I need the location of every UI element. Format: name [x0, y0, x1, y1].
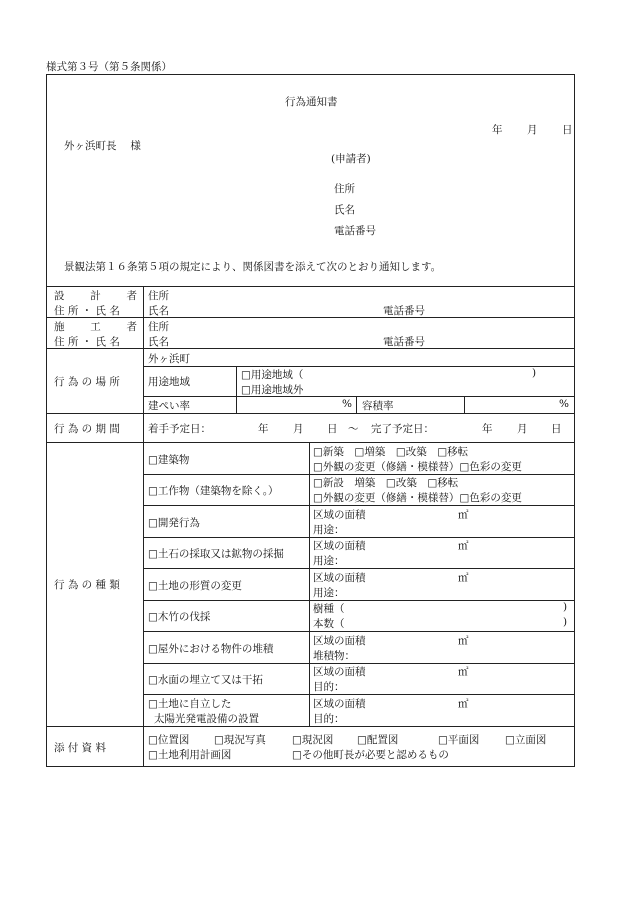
designer-phone: 電話番号	[383, 305, 425, 317]
applicant-label: (申請者)	[331, 153, 371, 165]
zone-in-close: )	[532, 367, 537, 379]
kind-land-alteration-d1: 区域の面積	[313, 572, 366, 584]
zone-out-checkbox[interactable]: □用途地域外	[241, 384, 304, 396]
attach-layout[interactable]: □配置図	[357, 734, 399, 746]
kind-solar-d1: 区域の面積	[313, 698, 366, 710]
date-month: 月	[527, 124, 538, 136]
kind-building-d2[interactable]: □外観の変更（修繕・模様替）□色彩の変更	[313, 461, 522, 473]
kind-reclamation-unit: ㎡	[458, 666, 469, 678]
kind-land-alteration-d2: 用途：	[313, 587, 345, 599]
attach-elevation[interactable]: □立面図	[505, 734, 547, 746]
kind-solar-line2: 太陽光発電設備の設置	[154, 713, 259, 725]
kind-logging-d1: 樹種（	[313, 603, 345, 615]
attach-plan[interactable]: □平面図	[438, 734, 480, 746]
period-y2: 年	[482, 423, 493, 435]
attach-current-map[interactable]: □現況図	[292, 734, 334, 746]
kind-quarry-d2: 用途：	[313, 555, 345, 567]
bcr-label: 建ぺい率	[148, 400, 190, 412]
kind-land-alteration[interactable]: □土地の形質の変更	[148, 580, 242, 592]
kind-solar[interactable]: □土地に自立した	[148, 698, 232, 710]
constructor-address: 住所	[148, 321, 169, 333]
kind-quarry-d1: 区域の面積	[313, 540, 366, 552]
period-y1: 年	[258, 423, 269, 435]
bcr-unit: %	[342, 398, 352, 410]
kind-logging-close1: )	[563, 601, 568, 613]
kind-quarry-unit: ㎡	[458, 540, 469, 552]
form-number: 様式第３号（第５条関係）	[46, 61, 172, 73]
applicant-phone: 電話番号	[334, 225, 376, 237]
kind-development[interactable]: □開発行為	[148, 517, 200, 529]
constructor-role-bottom: 住 所 ・ 氏 名	[54, 336, 120, 348]
attach-land-use-plan[interactable]: □土地利用計画図	[148, 749, 232, 761]
kind-logging[interactable]: □木竹の伐採	[148, 611, 211, 623]
statement: 景観法第１６条第５項の規定により、関係図書を添えて次のとおり通知します。	[64, 261, 442, 273]
applicant-name: 氏名	[334, 204, 355, 216]
kind-quarry[interactable]: □土石の採取又は鉱物の採掘	[148, 548, 284, 560]
kind-stockpile-d1: 区域の面積	[313, 635, 366, 647]
attach-location-map[interactable]: □位置図	[148, 734, 190, 746]
kind-structure-d2[interactable]: □外観の変更（修繕・模様替）□色彩の変更	[313, 492, 522, 504]
kind-structure[interactable]: □工作物（建築物を除く。）	[148, 485, 279, 497]
kind-stockpile-unit: ㎡	[458, 635, 469, 647]
constructor-name: 氏名	[148, 336, 169, 348]
location-label: 行 為 の 場 所	[54, 376, 120, 388]
period-m1: 月	[293, 423, 304, 435]
far-label: 容積率	[362, 400, 394, 412]
attach-photos[interactable]: □現況写真	[214, 734, 266, 746]
form-title: 行為通知書	[285, 96, 338, 108]
addressee: 外ヶ浜町長 様	[64, 140, 141, 152]
kind-building[interactable]: □建築物	[148, 454, 190, 466]
designer-name: 氏名	[148, 305, 169, 317]
attach-other[interactable]: □その他町長が必要と認めるもの	[292, 749, 449, 761]
kind-development-d1: 区域の面積	[313, 509, 366, 521]
constructor-phone: 電話番号	[383, 336, 425, 348]
zone-label: 用途地域	[148, 376, 190, 388]
kind-reclamation[interactable]: □水面の埋立て又は干拓	[148, 674, 263, 686]
period-m2: 月	[517, 423, 528, 435]
kind-solar-unit: ㎡	[458, 698, 469, 710]
location-town: 外ヶ浜町	[148, 353, 190, 365]
kind-structure-d1[interactable]: □新設 増築 □改築 □移転	[313, 477, 459, 489]
period-d1: 日	[327, 423, 338, 435]
kind-building-d1[interactable]: □新築 □増築 □改築 □移転	[313, 446, 469, 458]
kind-logging-close2: )	[563, 616, 568, 628]
far-unit: %	[559, 398, 569, 410]
zone-in-checkbox[interactable]: □用途地域（	[241, 369, 304, 381]
kind-stockpile[interactable]: □屋外における物件の堆積	[148, 643, 274, 655]
kind-stockpile-d2: 堆積物：	[313, 650, 355, 662]
designer-role-bottom: 住 所 ・ 氏 名	[54, 305, 120, 317]
kind-development-d2: 用途：	[313, 524, 345, 536]
period-label: 行 為 の 期 間	[54, 423, 120, 435]
date-year: 年	[492, 124, 503, 136]
kinds-label: 行 為 の 種 類	[54, 579, 120, 591]
designer-address: 住所	[148, 290, 169, 302]
date-day: 日	[562, 124, 573, 136]
period-d2: 日	[551, 423, 562, 435]
attachments-label: 添 付 資 料	[54, 742, 107, 754]
kind-reclamation-d1: 区域の面積	[313, 666, 366, 678]
period-start: 着手予定日：	[148, 423, 211, 435]
kind-solar-d2: 目的：	[313, 713, 345, 725]
designer-role-top: 設 計 者	[54, 290, 137, 302]
period-tilde: ～	[348, 423, 359, 435]
constructor-role-top: 施 工 者	[54, 321, 137, 333]
kind-development-unit: ㎡	[458, 509, 469, 521]
kind-land-alteration-unit: ㎡	[458, 572, 469, 584]
kind-logging-d2: 本数（	[313, 618, 345, 630]
period-end: 完了予定日：	[371, 423, 434, 435]
applicant-address: 住所	[334, 183, 355, 195]
kind-reclamation-d2: 目的：	[313, 681, 345, 693]
